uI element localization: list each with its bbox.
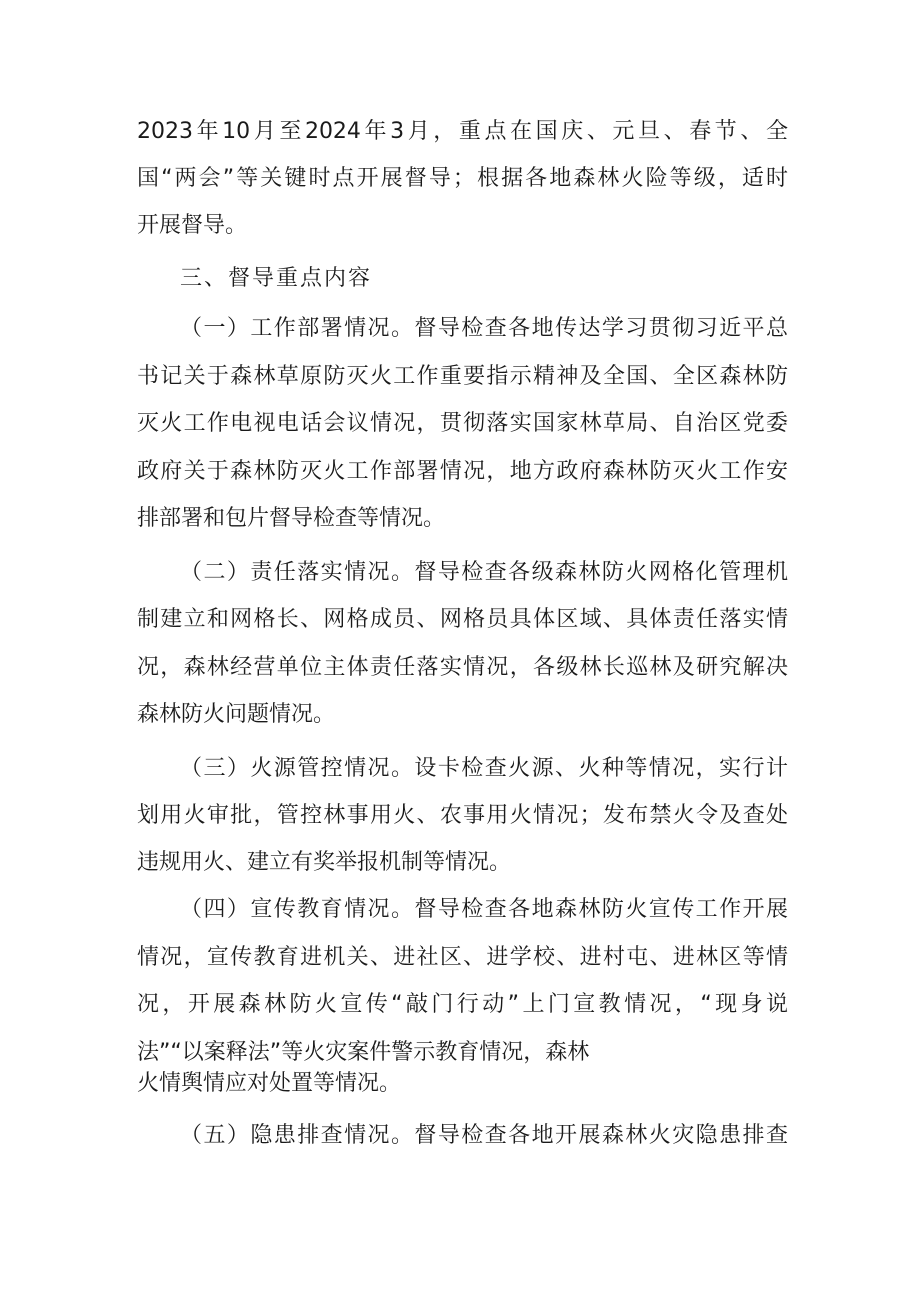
para4-line-4: 法”“以案释法”等火灾案件警示教育情况，森林 [137,1040,590,1065]
para2-line-3: 况，森林经营单位主体责任落实情况，各级林长巡林及研究解决 [137,655,788,680]
para4-line-3: 况，开展森林防火宣传“敲门行动”上门宣教情况，“现身说 [137,992,788,1017]
para2-line-1: （二）责任落实情况。督导检查各级森林防火网格化管理机 [180,560,788,585]
para-time-line-3: 开展督导。 [137,213,248,238]
para-time-line-1: 2023年10月至2024年3月，重点在国庆、元旦、春节、全 [137,119,788,144]
para4-line-1: （四）宣传教育情况。督导检查各地森林防火宣传工作开展 [180,897,788,922]
para4-line-2: 情况，宣传教育进机关、进社区、进学校、进村屯、进林区等情 [137,945,788,970]
para1-line-1: （一）工作部署情况。督导检查各地传达学习贯彻习近平总 [180,316,788,341]
para5-line-1: （五）隐患排查情况。督导检查各地开展森林火灾隐患排查 [180,1123,788,1148]
para2-line-2: 制建立和网格长、网格成员、网格员具体区域、具体责任落实情 [137,607,788,632]
para1-line-2: 书记关于森林草原防灭火工作重要指示精神及全国、全区森林防 [137,364,788,389]
para3-line-1: （三）火源管控情况。设卡检查火源、火种等情况，实行计 [180,756,788,781]
para1-line-4: 政府关于森林防灭火工作部署情况，地方政府森林防灭火工作安 [137,459,788,484]
para4-line-5: 火情舆情应对处置等情况。 [137,1071,402,1096]
para3-line-2: 划用火审批，管控林事用火、农事用火情况；发布禁火令及查处 [137,803,788,828]
para-time-line-2: 国“两会”等关键时点开展督导；根据各地森林火险等级，适时 [137,166,788,191]
para2-line-4: 森林防火问题情况。 [137,702,336,727]
para1-line-3: 灭火工作电视电话会议情况，贯彻落实国家林草局、自治区党委 [137,411,788,436]
para3-line-3: 违规用火、建立有奖举报机制等情况。 [137,850,512,875]
para1-line-5: 排部署和包片督导检查等情况。 [137,506,446,531]
section-heading: 三、督导重点内容 [180,266,373,291]
